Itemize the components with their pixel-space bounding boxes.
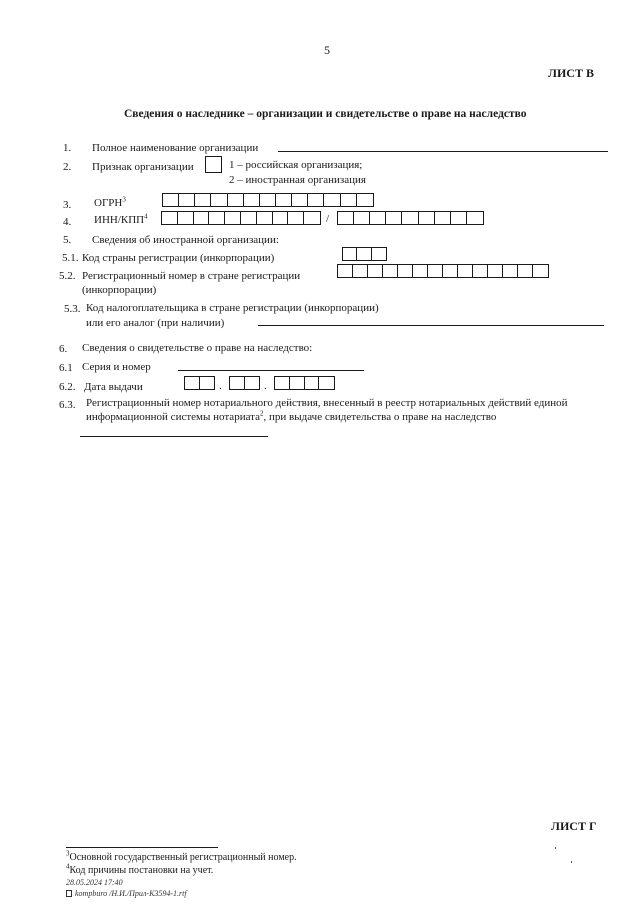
page-number: 5 (324, 43, 330, 57)
field-6-1-number: 6.1 (59, 362, 73, 374)
input-cell[interactable] (338, 265, 353, 277)
next-sheet-label: ЛИСТ Г (551, 819, 597, 833)
input-cell[interactable] (211, 194, 227, 206)
input-cell[interactable] (370, 212, 386, 224)
field-6-3-number: 6.3. (59, 399, 76, 411)
field-6-number: 6. (59, 343, 68, 355)
footnote-separator (66, 847, 218, 848)
input-cell[interactable] (209, 212, 225, 224)
input-cell[interactable] (228, 194, 244, 206)
field-5-2-number: 5.2. (59, 270, 76, 282)
input-cell[interactable] (503, 265, 518, 277)
org-type-option-2: 2 – иностранная организация (229, 174, 366, 186)
input-cell[interactable] (451, 212, 467, 224)
input-cell[interactable] (419, 212, 435, 224)
input-cell[interactable] (398, 265, 413, 277)
input-cell[interactable] (353, 265, 368, 277)
input-cell[interactable] (260, 194, 276, 206)
input-cell[interactable] (288, 212, 304, 224)
field-5-label: Сведения об иностранной организации: (92, 234, 279, 246)
field-5-2-label-2: (инкорпорации) (82, 284, 157, 296)
input-cell[interactable] (428, 265, 443, 277)
field-6-3-label-1: Регистрационный номер нотариального действия, внесенный в реестр нотариальных действий единой (86, 397, 568, 409)
input-cell[interactable] (357, 248, 371, 260)
print-datetime: 28.05.2024 17:40 (66, 878, 123, 887)
input-cell[interactable] (413, 265, 428, 277)
footnote-4: $^4$Код причины постановки на учет. (66, 862, 214, 876)
inn-cells[interactable] (161, 211, 321, 225)
field-2-label: Признак организации (92, 161, 194, 173)
input-cell[interactable] (368, 265, 383, 277)
input-cell[interactable] (290, 377, 305, 389)
org-type-option-1: 1 – российская организация; (229, 159, 363, 171)
field-5-1-label: Код страны регистрации (инкорпорации) (82, 252, 275, 264)
input-cell[interactable] (305, 377, 320, 389)
input-cell[interactable] (533, 265, 548, 277)
date-year-cells[interactable] (274, 376, 335, 390)
date-separator-1: . (219, 380, 222, 392)
input-cell[interactable] (304, 212, 320, 224)
input-cell[interactable] (162, 212, 178, 224)
kpp-cells[interactable] (337, 211, 484, 225)
input-cell[interactable] (473, 265, 488, 277)
input-cell[interactable] (244, 194, 260, 206)
input-cell[interactable] (386, 212, 402, 224)
input-cell[interactable] (343, 248, 357, 260)
input-cell[interactable] (163, 194, 179, 206)
reg-number-cells[interactable] (337, 264, 549, 278)
date-month-cells[interactable] (229, 376, 260, 390)
field-3-number: 3. (63, 199, 72, 211)
input-cell[interactable] (341, 194, 357, 206)
input-cell[interactable] (194, 212, 210, 224)
input-cell[interactable] (357, 194, 373, 206)
field-6-1-label: Серия и номер (82, 361, 151, 373)
input-cell[interactable] (273, 212, 289, 224)
field-5-3-label-1: Код налогоплательщика в стране регистрации (инкорпорации) (86, 302, 379, 314)
input-cell[interactable] (319, 377, 334, 389)
input-cell[interactable] (245, 377, 260, 389)
input-cell[interactable] (467, 212, 483, 224)
input-cell[interactable] (257, 212, 273, 224)
input-cell[interactable] (518, 265, 533, 277)
date-separator-2: . (264, 380, 267, 392)
input-cell[interactable] (443, 265, 458, 277)
ogrn-cells[interactable] (162, 193, 374, 207)
org-type-checkbox[interactable] (205, 156, 222, 173)
input-cell[interactable] (230, 377, 245, 389)
file-path: kompburo /Н.И./Прил-К3594-1.rtf (66, 889, 187, 898)
input-cell[interactable] (458, 265, 473, 277)
input-cell[interactable] (354, 212, 370, 224)
field-5-number: 5. (63, 234, 72, 246)
document-icon (66, 890, 72, 897)
field-4-number: 4. (63, 216, 72, 228)
field-5-2-label-1: Регистрационный номер в стране регистрации (82, 270, 301, 282)
field-1-number: 1. (63, 142, 72, 154)
input-cell[interactable] (200, 377, 215, 389)
input-cell[interactable] (179, 194, 195, 206)
field-1-label: Полное наименование организации (92, 142, 259, 154)
field-6-3-label-2: информационной системы нотариата$^2$, при выдаче свидетельства о праве на наследство (86, 409, 497, 423)
field-6-2-number: 6.2. (59, 381, 76, 393)
field-6-label: Сведения о свидетельстве о праве на наследство: (82, 342, 313, 354)
input-cell[interactable] (435, 212, 451, 224)
registry-number-input-line[interactable] (80, 436, 268, 437)
scan-speck (571, 861, 572, 863)
field-5-3-number: 5.3. (64, 303, 81, 315)
field-6-2-label: Дата выдачи (84, 381, 143, 393)
input-cell[interactable] (338, 212, 354, 224)
input-cell[interactable] (178, 212, 194, 224)
input-cell[interactable] (276, 194, 292, 206)
page-title: Сведения о наследнике – организации и свидетельстве о праве на наследство (124, 108, 527, 120)
sheet-label: ЛИСТ В (548, 66, 594, 80)
input-cell[interactable] (225, 212, 241, 224)
country-code-cells[interactable] (342, 247, 387, 261)
input-cell[interactable] (402, 212, 418, 224)
org-name-input-line[interactable] (278, 151, 608, 152)
input-cell[interactable] (308, 194, 324, 206)
field-2-number: 2. (63, 161, 72, 173)
field-4-label: ИНН/КПП$^4$ (94, 212, 148, 226)
scan-speck (555, 847, 556, 849)
input-cell[interactable] (488, 265, 503, 277)
field-5-3-label-2: или его аналог (при наличии) (86, 317, 225, 329)
date-day-cells[interactable] (184, 376, 215, 390)
input-cell[interactable] (372, 248, 386, 260)
input-cell[interactable] (275, 377, 290, 389)
field-5-1-number: 5.1. (62, 252, 79, 264)
input-cell[interactable] (324, 194, 340, 206)
field-3-label: ОГРН$^3$ (94, 195, 126, 209)
taxpayer-code-input-line[interactable] (258, 325, 604, 326)
input-cell[interactable] (292, 194, 308, 206)
input-cell[interactable] (185, 377, 200, 389)
inn-kpp-separator: / (326, 213, 330, 225)
footnote-3: $^3$Основной государственный регистрационный номер. (66, 849, 297, 863)
input-cell[interactable] (241, 212, 257, 224)
series-number-input-line[interactable] (178, 370, 364, 371)
input-cell[interactable] (195, 194, 211, 206)
input-cell[interactable] (383, 265, 398, 277)
